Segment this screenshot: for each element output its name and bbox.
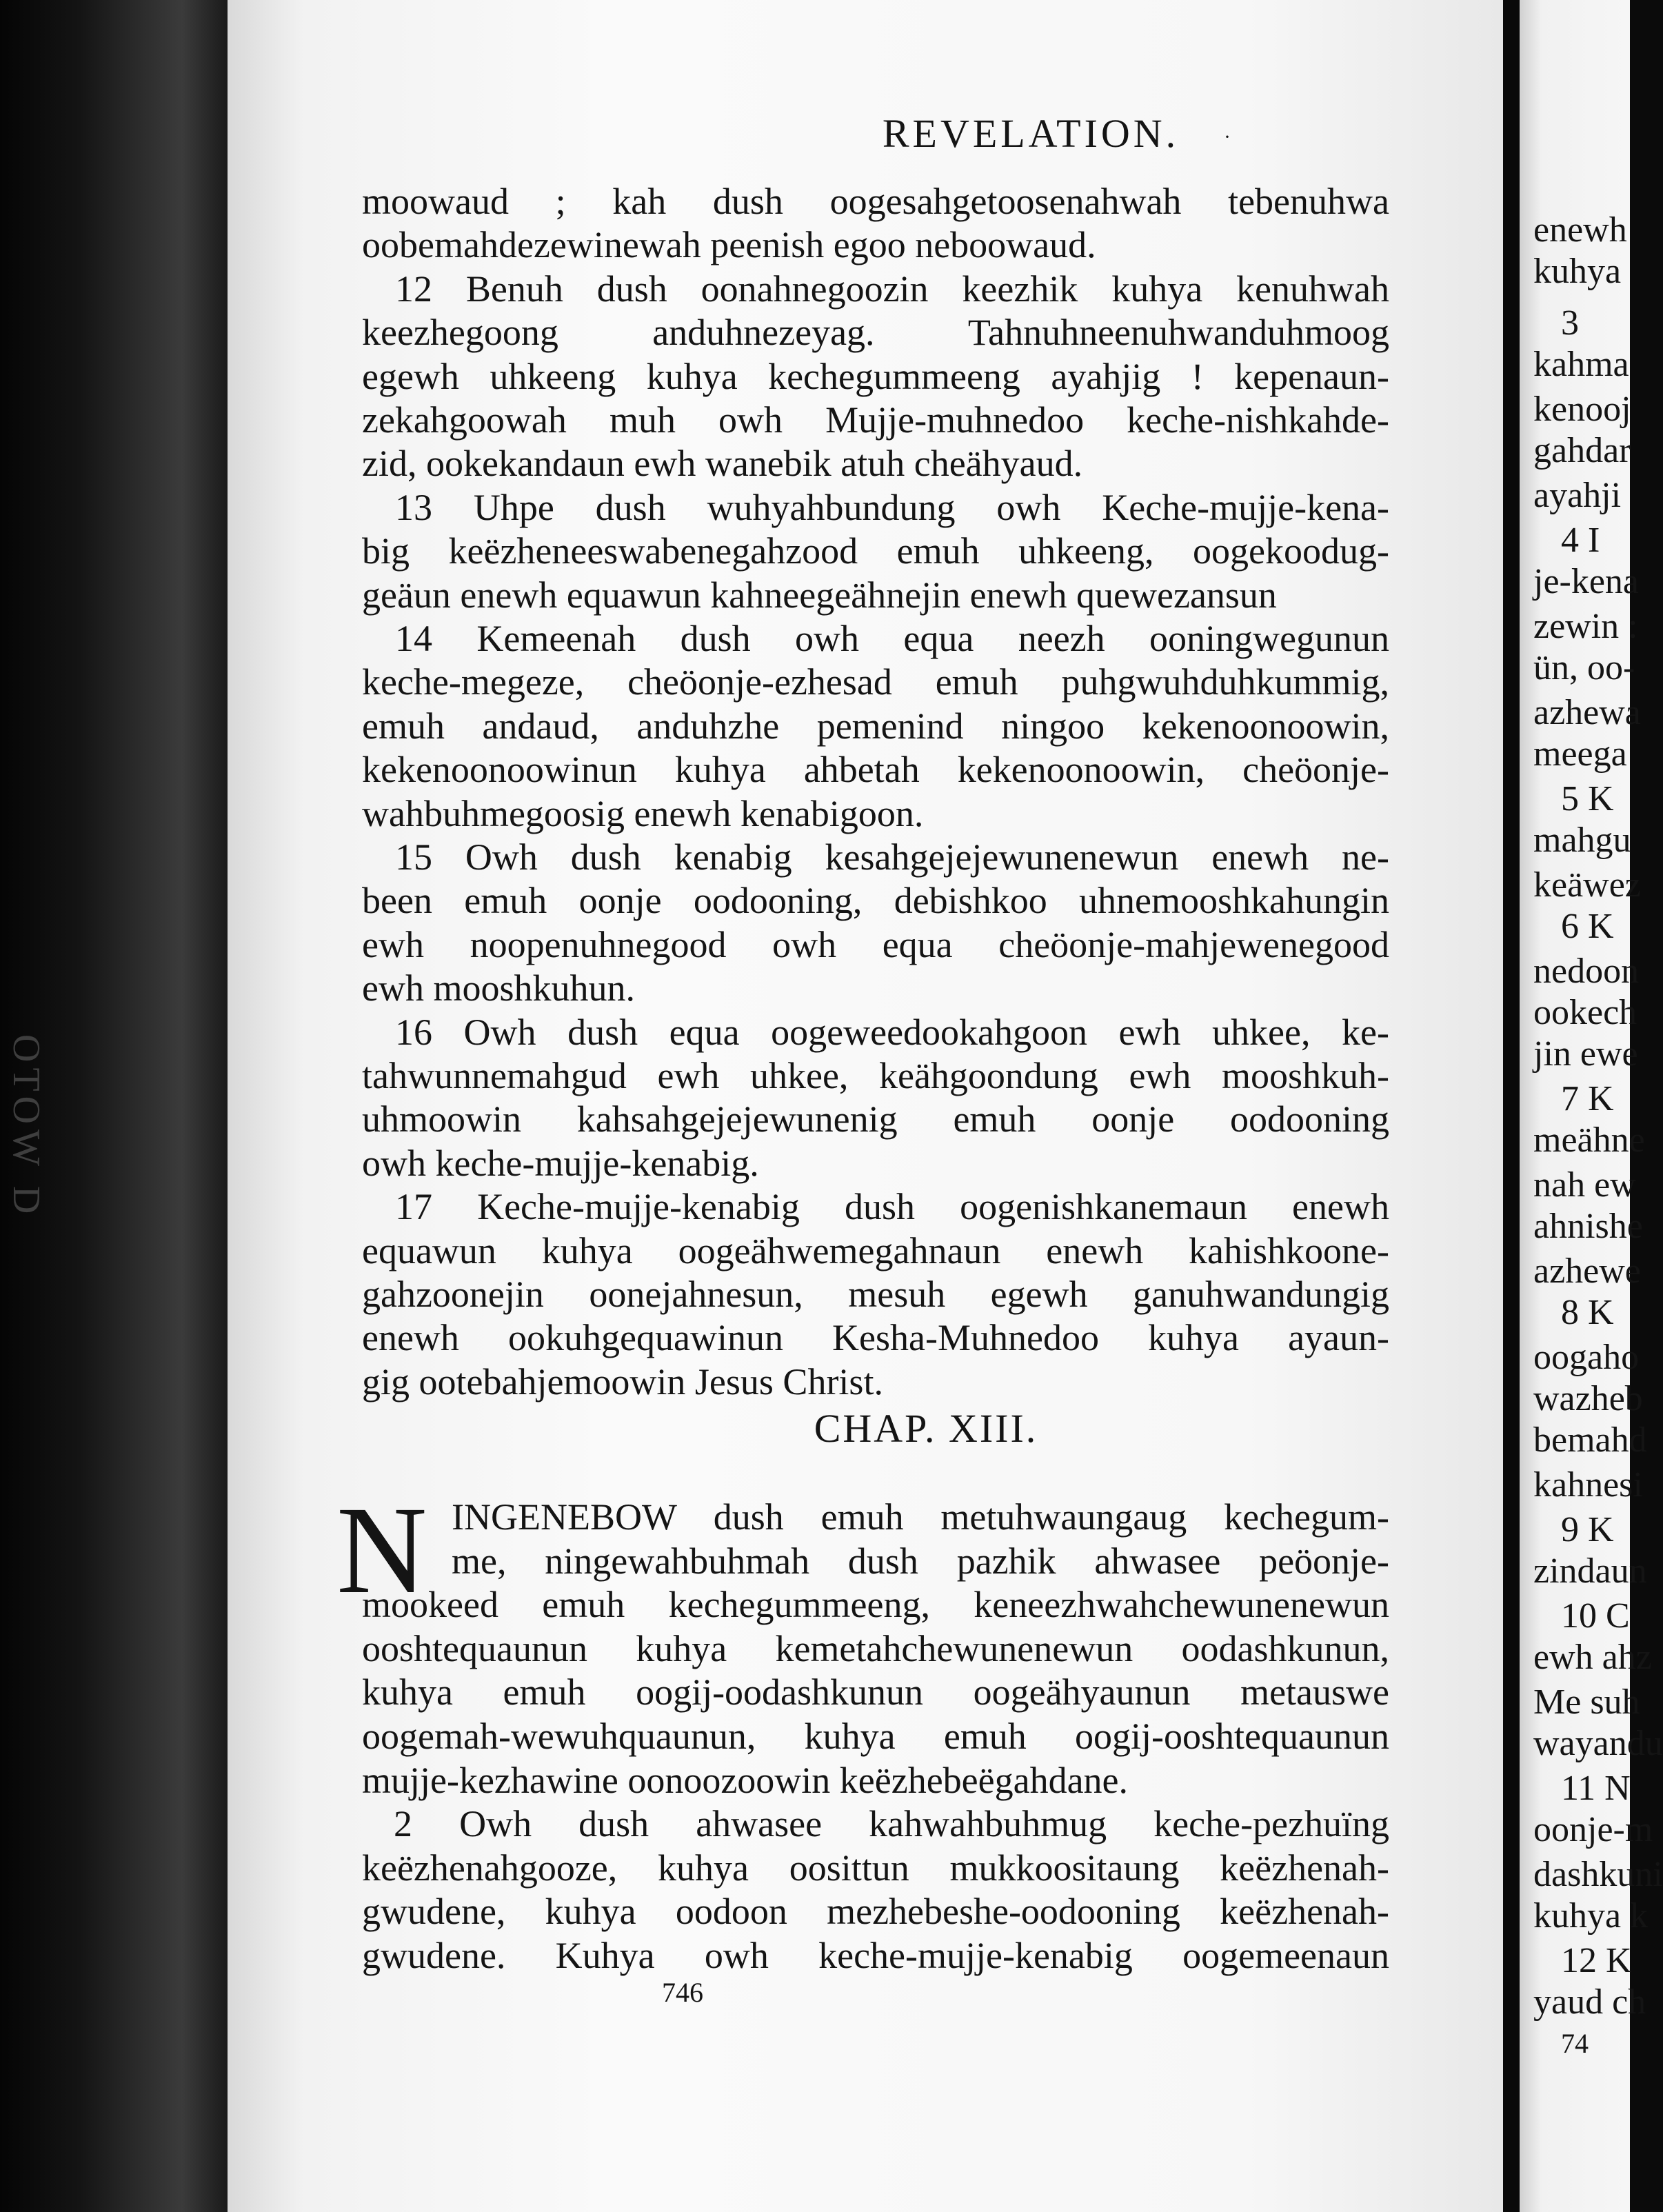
text-line: enewh ookuhgequawinun Kesha-Muhnedoo kuhya ayaun-: [362, 1317, 1389, 1359]
text-line: owh keche-mujje-kenabig.: [362, 1142, 759, 1184]
facing-page-line: dashkuni: [1533, 1855, 1663, 1894]
facing-page-line: oogaho: [1533, 1338, 1640, 1377]
facing-page-line: jin ewe: [1533, 1034, 1638, 1074]
text-line: uhmoowin kahsahgejejewunenig emuh oonje oodooning: [362, 1098, 1389, 1140]
facing-page-line: 4 I: [1561, 521, 1600, 560]
text-line: kekenoonoowinun kuhya ahbetah kekenoonoowin, cheöonje-: [362, 749, 1389, 791]
text-line: 15 Owh dush kenabig kesahgejejewunenewun enewh ne-: [395, 836, 1389, 878]
text-line: gwudene, kuhya oodoon mezhebeshe-oodooning keëzhenah-: [362, 1891, 1389, 1933]
facing-page-line: azhewa: [1533, 693, 1641, 732]
left-page-edge: [0, 0, 228, 2212]
facing-page-line: nah ew: [1533, 1165, 1636, 1205]
facing-page-line: 74: [1561, 2028, 1589, 2059]
facing-page-line: kenooj: [1533, 390, 1631, 429]
text-line: zekahgoowah muh owh Mujje-muhnedoo keche-nishkahde-: [362, 399, 1389, 441]
text-line: 12 Benuh dush oonahnegoozin keezhik kuhya kenuhwah: [395, 268, 1389, 310]
chapter-heading: [228, 1405, 1503, 1451]
text-line: moowaud ; kah dush oogesahgetoosenahwah tebenuhwa: [362, 181, 1389, 222]
facing-page-line: wazheb: [1533, 1379, 1643, 1418]
facing-page-line: zewin :: [1533, 607, 1638, 646]
page-number: 746: [662, 1977, 703, 2008]
text-line: emuh andaud, anduhzhe pemenind ningoo kekenoonoowin,: [362, 705, 1389, 747]
text-line: mujje-kezhawine oonoozoowin keëzhebeëgahdane.: [362, 1759, 1129, 1801]
text-line: 17 Keche-mujje-kenabig dush oogenishkanemaun enewh: [395, 1186, 1389, 1228]
book-gutter: [1503, 0, 1520, 2212]
text-line: keëzhenahgooze, kuhya oosittun mukkoositaung keëzhenah-: [362, 1847, 1389, 1889]
text-line: 2 Owh dush ahwasee kahwahbuhmug keche-pezhuïng: [394, 1803, 1389, 1845]
text-line: equawun kuhya oogeähwemegahnaun enewh kahishkoone-: [362, 1229, 1389, 1271]
text-line: 14 Kemeenah dush owh equa neezh ooningwegunun: [395, 618, 1389, 659]
facing-page-line: 6 K: [1561, 907, 1614, 946]
running-head-text: REVELATION.: [882, 111, 1180, 156]
facing-page-line: meähne: [1533, 1120, 1645, 1160]
text-line: wahbuhmegoosig enewh kenabigoon.: [362, 792, 924, 834]
spine-text: OTOW D: [5, 1034, 48, 1220]
facing-page-line: ahnishe: [1533, 1207, 1643, 1246]
facing-page-line: nedoon: [1533, 952, 1640, 991]
facing-page-line: meega: [1533, 734, 1627, 774]
facing-page-line: 11 N: [1561, 1769, 1631, 1808]
facing-page-line: 10 C: [1561, 1596, 1630, 1636]
facing-page-line: oonje-m: [1533, 1810, 1653, 1849]
text-line: INGENEBOW dush emuh metuhwaungaug kechegum-: [452, 1496, 1389, 1538]
printer-dot: ·: [1224, 125, 1231, 148]
facing-page-line: kuhya: [1533, 252, 1622, 291]
drop-cap: N: [336, 1481, 427, 1620]
facing-page-line: Me suh: [1533, 1682, 1640, 1722]
facing-page-line: kahnesi: [1533, 1465, 1643, 1505]
text-line: egewh uhkeeng kuhya kechegummeeng ayahjig ! kepenaun-: [362, 355, 1389, 397]
facing-page-line: 7 K: [1561, 1079, 1614, 1118]
running-head: [228, 110, 1503, 157]
text-line: gahzoonejin oonejahnesun, mesuh egewh ganuhwandungig: [362, 1274, 1389, 1315]
facing-page-line: ookech: [1533, 993, 1637, 1032]
text-line: tahwunnemahgud ewh uhkee, keähgoondung ewh mooshkuh-: [362, 1055, 1389, 1096]
facing-page-line: je-kena: [1533, 562, 1640, 601]
text-line: keezhegoong anduhnezeyag. Tahnuhneenuhwanduhmoog: [362, 312, 1389, 354]
text-line: big keëzheneeswabenegahzood emuh uhkeeng, oogekoodug-: [362, 530, 1389, 572]
facing-page-line: keäwez: [1533, 865, 1641, 905]
facing-page-line: gahdar: [1533, 431, 1631, 470]
facing-page-line: 8 K: [1561, 1293, 1614, 1332]
text-line: gwudene. Kuhya owh keche-mujje-kenabig oogemeenaun: [362, 1935, 1389, 1976]
chapter-heading-text: CHAP. XIII.: [814, 1406, 1038, 1451]
text-line: keche-megeze, cheöonje-ezhesad emuh puhgwuhduhkummig,: [362, 661, 1389, 703]
text-line: ewh noopenuhnegood owh equa cheöonje-mahjewenegood: [362, 923, 1389, 965]
facing-page-line: 12 K: [1561, 1941, 1632, 1980]
facing-page-line: bemahd: [1533, 1420, 1647, 1460]
text-line: oobemahdezewinewah peenish egoo neboowaud.: [362, 224, 1096, 266]
facing-page-line: mahgu: [1533, 821, 1631, 860]
facing-page-line: azhewe: [1533, 1251, 1641, 1291]
text-line: oogemah-wewuhquaunun, kuhya emuh oogij-ooshtequaunun: [362, 1716, 1389, 1757]
text-line: ewh mooshkuhun.: [362, 967, 635, 1009]
text-line: gig ootebahjemoowin Jesus Christ.: [362, 1360, 883, 1402]
text-line: zid, ookekandaun ewh wanebik atuh cheähyaud.: [362, 443, 1083, 485]
facing-page: [1520, 0, 1663, 2212]
text-line: 16 Owh dush equa oogeweedookahgoon ewh uhkee, ke-: [395, 1011, 1389, 1053]
facing-page-line: 9 K: [1561, 1510, 1614, 1549]
text-line: mookeed emuh kechegummeeng, keneezhwahchewunenewun: [362, 1584, 1389, 1626]
facing-page-line: kahma: [1533, 345, 1629, 384]
facing-page-line: 3: [1561, 303, 1579, 343]
facing-page-line: 5 K: [1561, 779, 1614, 818]
facing-page-line: ewh ahz: [1533, 1638, 1652, 1677]
facing-page-line: yaud ch: [1533, 1982, 1646, 2022]
facing-page-line: ayahji: [1533, 476, 1622, 515]
facing-page-line: wayandu: [1533, 1724, 1663, 1763]
text-line: ooshtequaunun kuhya kemetahchewunenewun oodashkunun,: [362, 1627, 1389, 1669]
facing-page-line: zindaun: [1533, 1551, 1647, 1591]
facing-page-line: enewh: [1533, 210, 1627, 250]
text-line: been emuh oonje oodooning, debishkoo uhnemooshkahungin: [362, 880, 1389, 922]
text-line: geäun enewh equawun kahneegeähnejin enewh quewezansun: [362, 574, 1277, 616]
text-line: 13 Uhpe dush wuhyahbundung owh Keche-mujje-kena-: [395, 486, 1389, 528]
book-page: [228, 0, 1503, 2212]
text-line: kuhya emuh oogij-oodashkunun oogeähyaunun metauswe: [362, 1671, 1389, 1713]
facing-page-line: kuhya k: [1533, 1896, 1649, 1936]
facing-page-line: ün, oo-: [1533, 648, 1635, 687]
text-line: me, ningewahbuhmah dush pazhik ahwasee peöonje-: [452, 1540, 1389, 1582]
